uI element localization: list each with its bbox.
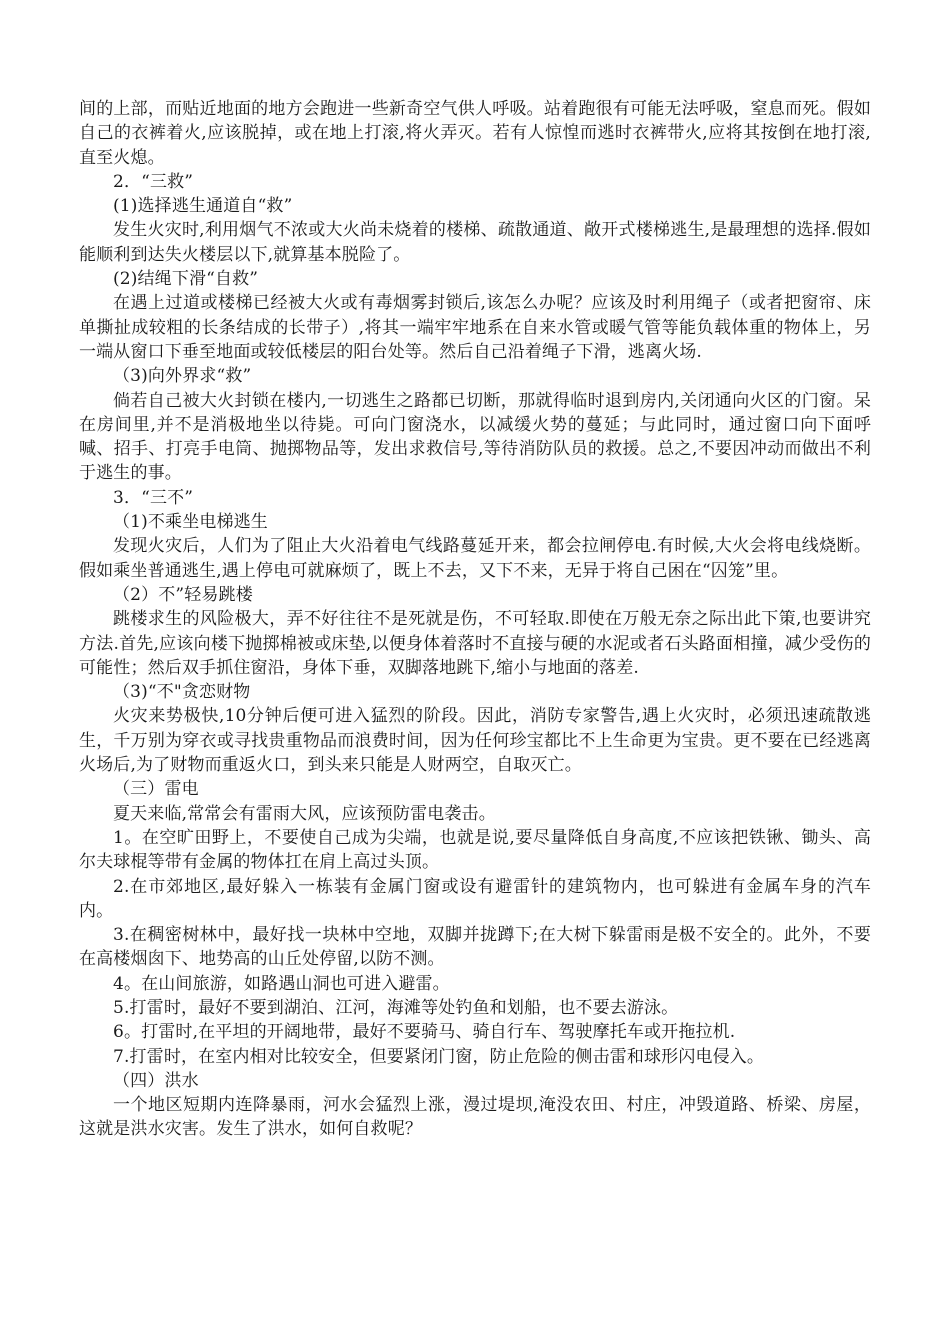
paragraph: 一个地区短期内连降暴雨，河水会猛烈上涨，漫过堤坝,淹没农田、村庄，冲毁道路、桥梁、房屋，这就是洪水灾害。发生了洪水，如何自救呢？ [79,1095,871,1140]
subsection-heading: （1)不乘坐电梯逃生 [113,512,268,533]
paragraph: 夏天来临,常常会有雷雨大风，应该预防雷电袭击。 [113,803,496,824]
list-item: 4。在山间旅游，如路遇山洞也可进入避雷。 [113,973,450,994]
paragraph: 发现火灾后，人们为了阻止大火沿着电气线路蔓延开来，都会拉闸停电.有时候,大火会将电线烧断。假如乘坐普通逃生,遇上停电可就麻烦了，既上不去，又下不来，无异于将自己困在“囚笼”里。 [79,536,871,581]
section-heading: （三）雷电 [113,779,199,800]
subsection-heading: （3)“不"贪恋财物 [113,682,251,703]
subsection-heading: (2)结绳下滑“自救” [113,269,259,290]
subsection-heading: （3)向外界求“救” [113,366,252,387]
list-item: 7.打雷时，在室内相对比较安全，但要紧闭门窗，防止危险的侧击雷和球形闪电侵入。 [113,1046,765,1067]
list-item: 3.在稠密树林中，最好找一块林中空地，双脚并拢蹲下;在大树下躲雷雨是极不安全的。此外，不要在高楼烟囱下、地势高的山丘处停留,以防不测。 [79,925,871,970]
paragraph: 发生火灾时,利用烟气不浓或大火尚未烧着的楼梯、疏散通道、敞开式楼梯逃生,是最理想的选择.假如能顺利到达失火楼层以下,就算基本脱险了。 [79,220,871,265]
section-heading: （四）洪水 [113,1070,199,1091]
subsection-heading: （2）不”轻易跳楼 [113,584,253,605]
body-text [79,97,871,1142]
section-heading: 2．“三救” [113,171,194,192]
list-item: 1。在空旷田野上，不要使自己成为尖端，也就是说,要尽量降低自身高度,不应该把铁锹、锄头、高尔夫球棍等带有金属的物体扛在肩上高过头顶。 [79,827,871,873]
section-heading: 3．“三不” [113,487,194,508]
subsection-heading: (1)选择逃生通道自“救” [113,196,293,217]
paragraph: 在遇上过道或楼梯已经被大火或有毒烟雾封锁后,该怎么办呢？应该及时利用绳子（或者把窗帘、床单撕扯成较粗的长条结成的长带子）,将其一端牢牢地系在自来水管或暖气管等能负载体重的物体上，另一端从窗口下垂至地面或较低楼层的阳台处等。然后自己沿着绳子下滑，逃离火场. [79,293,871,362]
list-item: 6。打雷时,在平坦的开阔地带，最好不要骑马、骑自行车、驾驶摩托车或开拖拉机. [113,1022,736,1043]
paragraph: 倘若自己被大火封锁在楼内,一切逃生之路都已切断，那就得临时退到房内,关闭通向火区的门窗。呆在房间里,并不是消极地坐以待毙。可向门窗浇水，以减缓火势的蔓延；与此同时，通过窗口向下面呼喊、招手、打亮手电筒、抛掷物品等，发出求救信号,等待消防队员的救援。总之,不要因冲动而做出不利于逃生的事。 [79,390,871,484]
list-item: 2.在市郊地区,最好躲入一栋装有金属门窗或设有避雷针的建筑物内，也可躲进有金属车身的汽车内。 [79,876,871,921]
paragraph: 间的上部，而贴近地面的地方会跑进一些新奇空气供人呼吸。站着跑很有可能无法呼吸，窒息而死。假如自己的衣裤着火,应该脱掉，或在地上打滚,将火弄灭。若有人惊惶而逃时衣裤带火,应将其按倒在地打滚,直至火熄。 [79,99,871,168]
paragraph: 跳楼求生的风险极大，弄不好往往不是死就是伤，不可轻取.即使在万般无奈之际出此下策,也要讲究方法.首先,应该向楼下抛掷棉被或床垫,以便身体着落时不直接与硬的水泥或者石头路面相撞，减少受伤的可能性；然后双手抓住窗沿，身体下垂，双脚落地跳下,缩小与地面的落差. [79,609,871,678]
paragraph: 火灾来势极快,10分钟后便可进入猛烈的阶段。因此，消防专家警告,遇上火灾时，必须迅速疏散逃生，千万别为穿衣或寻找贵重物品而浪费时间，因为任何珍宝都比不上生命更为宝贵。更不要在已经逃离火场后,为了财物而重返火口，到头来只能是人财两空，自取灭亡。 [79,706,871,776]
list-item: 5.打雷时，最好不要到湖泊、江河，海滩等处钓鱼和划船，也不要去游泳。 [113,997,679,1018]
